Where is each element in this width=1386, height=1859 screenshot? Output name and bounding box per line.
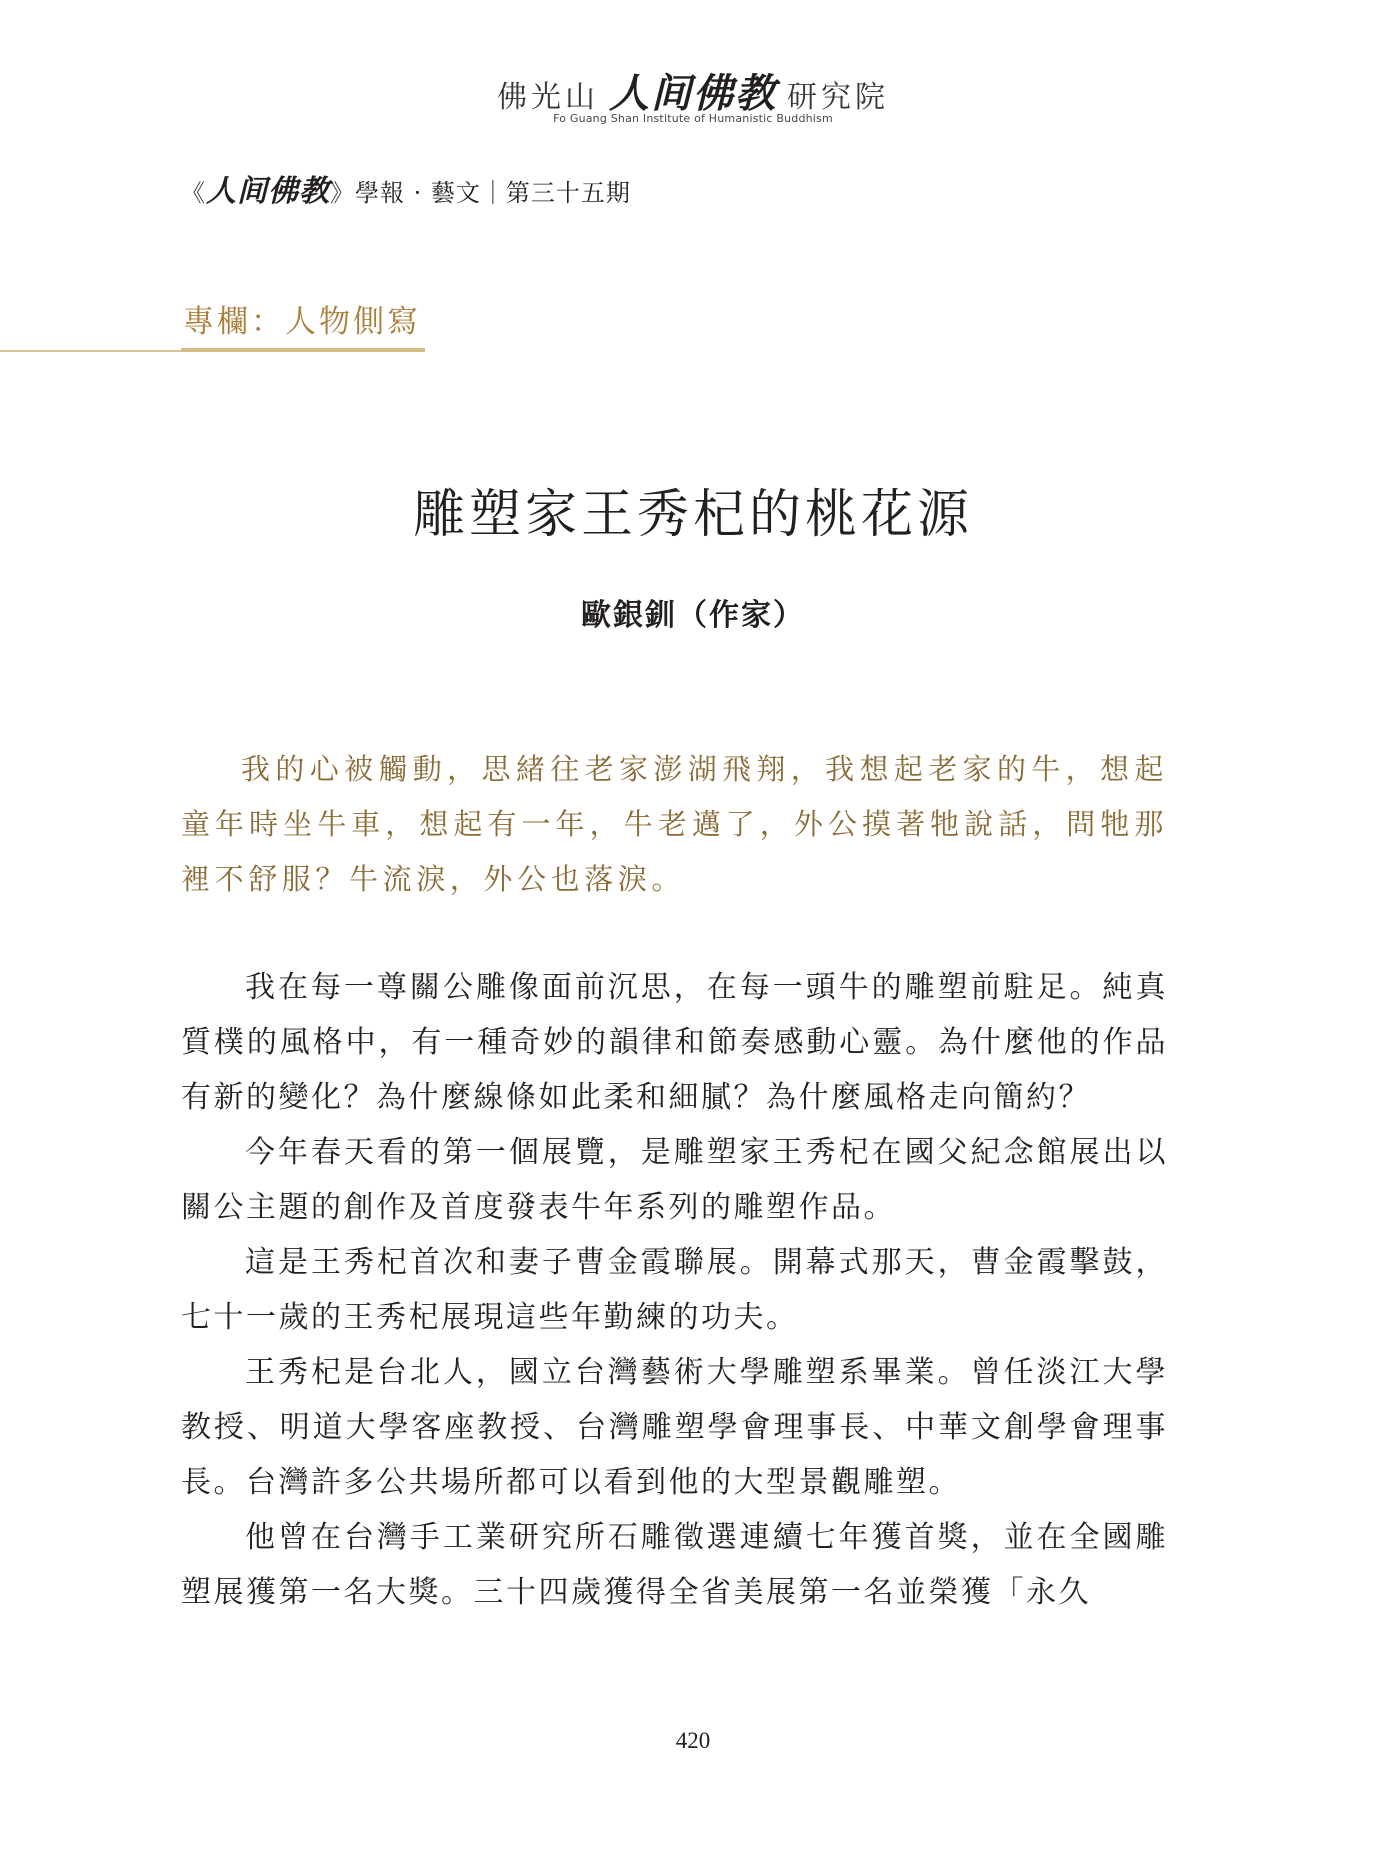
article-body bbox=[181, 960, 1168, 1620]
column-title: 專欄：人物側寫 bbox=[183, 304, 421, 340]
journal-issue: 》學報 · 藝文｜第三十五期 bbox=[330, 179, 631, 207]
journal-running-head bbox=[181, 166, 631, 210]
institute-brand: 人间佛教 bbox=[609, 71, 777, 117]
body-paragraph: 今年春天看的第一個展覽，是雕塑家王秀杞在國父紀念館展出以關公主題的創作及首度發表牛年系列的雕塑作品。 bbox=[181, 1135, 1168, 1225]
journal-brand: 人间佛教 bbox=[206, 174, 330, 209]
journal-open-bracket: 《 bbox=[181, 179, 206, 207]
body-paragraph: 我在每一尊關公雕像面前沉思，在每一頭牛的雕塑前駐足。純真質樸的風格中，有一種奇妙的韻律和節奏感動心靈。為什麼他的作品有新的變化？為什麼線條如此柔和細膩？為什麼風格走向簡約？ bbox=[181, 970, 1168, 1115]
column-rule-accent bbox=[181, 348, 425, 352]
article-author: 歐銀釧（作家） bbox=[581, 598, 805, 633]
institute-suffix: 研究院 bbox=[787, 80, 889, 115]
article-title: 雕塑家王秀杞的桃花源 bbox=[412, 485, 973, 545]
body-paragraph: 這是王秀杞首次和妻子曹金霞聯展。開幕式那天，曹金霞擊鼓，七十一歲的王秀杞展現這些年勤練的功夫。 bbox=[181, 1245, 1168, 1335]
institute-prefix: 佛光山 bbox=[497, 80, 599, 115]
institute-english-name: Fo Guang Shan Institute of Humanistic Buddhism bbox=[553, 112, 833, 125]
body-paragraph: 王秀杞是台北人，國立台灣藝術大學雕塑系畢業。曾任淡江大學教授、明道大學客座教授、台灣雕塑學會理事長、中華文創學會理事長。台灣許多公共場所都可以看到他的大型景觀雕塑。 bbox=[181, 1355, 1168, 1500]
body-paragraph: 他曾在台灣手工業研究所石雕徵選連續七年獲首獎，並在全國雕塑展獲第一名大獎。三十四歲獲得全省美展第一名並榮獲「永久 bbox=[181, 1520, 1168, 1610]
institute-logo bbox=[0, 62, 1386, 119]
page-number: 420 bbox=[675, 1728, 711, 1753]
pull-quote: 我的心被觸動，思緒往老家澎湖飛翔，我想起老家的牛，想起童年時坐牛車，想起有一年，牛老邁了，外公摸著牠說話，問牠那裡不舒服？牛流淚，外公也落淚。 bbox=[181, 752, 1168, 896]
